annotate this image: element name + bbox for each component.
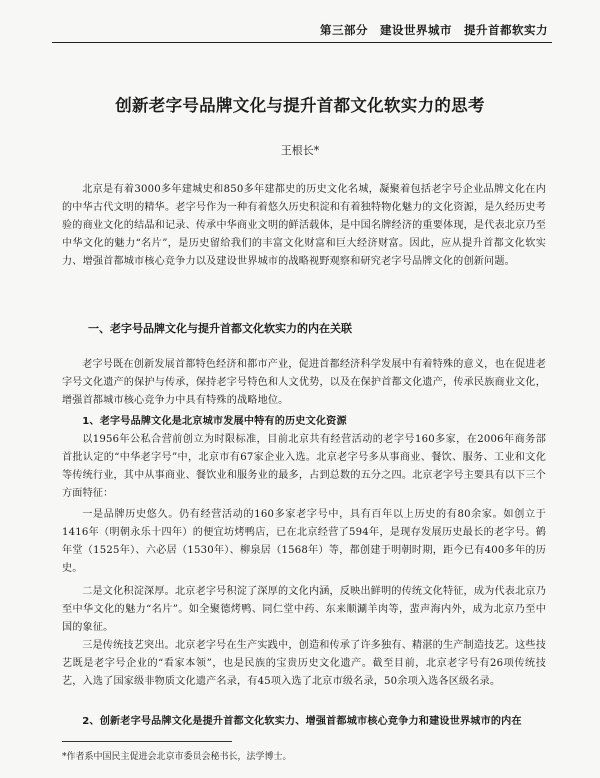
subsection-heading-2: 2、创新老字号品牌文化是提升首都文化软实力、增强首都城市核心竞争力和建设世界城市的内在: [82, 716, 522, 727]
section-1-paragraph: 老字号既在创新发展首都特色经济和都市产业，促进首都经济科学发展中有着特殊的意义，也在促进老字号文化遗产的保护与传承，保持老字号特色和人文优势，以及在保护首都文化遗产，传承民族商业文化，增强首都城市核心竞争力中具有特殊的战略地位。: [62, 359, 546, 406]
footnote: *作者系中国民主促进会北京市委员会秘书长，法学博士。: [62, 752, 292, 762]
header-divider: [52, 42, 552, 43]
subsection-heading-1: 1、老字号品牌文化是北京城市发展中特有的历史文化资源: [82, 416, 347, 427]
paragraph-techniques: 三是传统技艺突出。北京老字号在生产实践中，创造和传承了许多独有、精湛的生产制造技艺。这些技艺既是老字号企业的“看家本领”，也是民族的宝贵历史文化遗产。截至目前，北京老字号有26项传统技艺，入选了国家级非物质文化遗产名录，有45项入选了北京市级名录，50余项入选各区级名录。: [62, 640, 546, 687]
paragraph-time-limit: 以1956年公私合营前创立为时限标准，目前北京共有经营活动的老字号160多家，在2006年商务部首批认定的“中华老字号”中，北京市有67家企业入选。北京老字号多从事商业、餐饮、服务、工业和文化等传统行业，其中从事商业、餐饮业和服务业的最多，占到总数的五分之四。北京老字号主要具有以下三个方面特征：: [62, 434, 546, 499]
paragraph-history: 一是品牌历史悠久。仍有经营活动的160多家老字号中，具有百年以上历史的有80余家。如创立于1416年（明朝永乐十四年）的便宜坊烤鸭店，已在北京经营了594年，是现存发展历史最长的老字号。鹤年堂（1525年）、六必居（1530年）、柳泉居（1568年）等，都创建于明朝时期，距今已有400多年的历史。: [62, 509, 546, 574]
article-title: 创新老字号品牌文化与提升首都文化软实力的思考: [115, 96, 485, 115]
section-heading-1: 一、老字号品牌文化与提升首都文化软实力的内在关联: [88, 322, 352, 335]
author-name: 王根长*: [280, 144, 320, 157]
footnote-divider: [62, 741, 232, 742]
paragraph-culture: 二是文化积淀深厚。北京老字号积淀了深厚的文化内涵，反映出鲜明的传统文化特征，成为代表北京乃至中华文化的魅力“名片”。如全聚德烤鸭、同仁堂中药、东来顺涮羊肉等，蜚声海内外，成为北京乃至中国的象征。: [62, 586, 546, 633]
intro-paragraph: 北京是有着3000多年建城史和850多年建都史的历史文化名城，凝聚着包括老字号企业品牌文化在内的中华古代文明的精华。老字号作为一种有着悠久历史积淀和有着独特物化魅力的文化资源，是久经历史考验的商业文化的结晶和记录、传承中华商业文明的鲜活载体，是中国名牌经济的重要体现，是代表北京乃至中华文化的魅力“名片”，是历史留给我们的丰富文化财富和巨大经济财富。因此，应从提升首都文化软实力、增强首都城市核心竞争力以及建设世界城市的战略视野观察和研究老字号品牌文化的创新问题。: [62, 184, 546, 267]
running-header: 第三部分 建设世界城市 提升首都软实力: [320, 23, 548, 37]
